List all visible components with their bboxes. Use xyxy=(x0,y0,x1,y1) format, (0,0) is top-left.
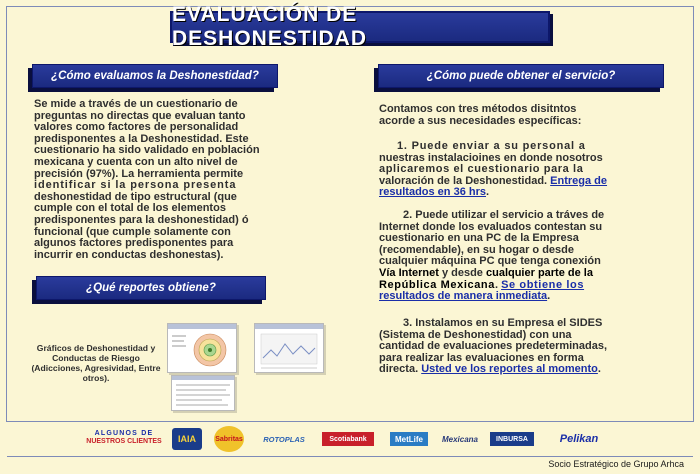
sabritas-logo: Sabritas xyxy=(214,426,244,452)
clients-label: ALGUNOS DE NUESTROS CLIENTES xyxy=(86,430,162,445)
results-36h-link[interactable]: Entrega de xyxy=(550,174,608,187)
method-2: 2. Puede utilizar el servicio a tráves de Internet donde los evaluados contestan su cuestionario en una PC de la Empresa (recomendable), en su hogar o desde cualquier máquina PC que tenga conexión Vía Internet y desde cualquier parte de la República Mexicana. Se obtiene los resultados de manera inmediata. xyxy=(379,209,605,303)
reports-description: Gráficos de Deshonestidad y Conductas de Riesgo (Adicciones, Agresividad, Entre otros). xyxy=(31,343,161,383)
how-we-evaluate-text: Se mide a través de un cuestionario de preguntas no directas que evaluan tanto valores como factores de personalidad predisponentes a la Deshonestidad. Este cuestionario ha sido validado en población mexicana y cuenta con un alto nivel de precisión (97%). La herramienta permite identificar si la persona presenta deshonestidad de tipo estructural (que cumple con el total de los elementos predisponentes para la deshonestidad) ó funcional (que cumple solamente con algunos factores predisponentes para incurrir en conductas deshonestas). xyxy=(34,98,260,261)
page-title: EVALUACIÓN DE DESHONESTIDAD xyxy=(170,11,550,43)
target-chart-thumbnail[interactable] xyxy=(167,323,237,373)
reports-now-link[interactable]: Usted ve los reportes al momento xyxy=(421,363,598,376)
footer-text: Socio Estratégico de Grupo Arhca xyxy=(548,459,684,469)
mexicana-logo: Mexicana xyxy=(441,434,479,444)
obtain-service-header: ¿Cómo puede obtener el servicio? xyxy=(378,64,664,88)
scotiabank-logo: Scotiabank xyxy=(322,432,374,446)
immediate-results-link[interactable]: Se obtiene los xyxy=(501,278,585,291)
iaia-logo: IAIA xyxy=(172,428,202,450)
reports-header: ¿Qué reportes obtiene? xyxy=(36,276,266,300)
results-36h-link-cont[interactable]: resultados en 36 hrs xyxy=(379,186,486,199)
method-3: 3. Instalamos en su Empresa el SIDES (Sistema de Deshonestidad) con una cantidad de evaluaciones predeterminadas, para realizar las evaluaciones en forma directa. Usted ve los reportes al momento. xyxy=(379,317,608,376)
service-intro: Contamos con tres métodos disitntos acorde a sus necesidades específicas: xyxy=(379,103,582,127)
metlife-logo: MetLife xyxy=(390,432,428,446)
method-1: 1. Puede enviar a su personal a nuestras instalacioines en donde nosotros aplicaremos el cuestionario para la valoración de la Deshonestidad. Entrega de resultados en 36 hrs. xyxy=(379,140,608,199)
footer-divider xyxy=(7,456,693,457)
how-we-evaluate-header: ¿Cómo evaluamos la Deshonestidad? xyxy=(32,64,278,88)
report-table-thumbnail[interactable] xyxy=(171,375,235,411)
immediate-results-link-cont[interactable]: resultados de manera inmediata xyxy=(379,290,548,303)
line-chart-thumbnail[interactable] xyxy=(254,323,324,373)
rotoplas-logo: ROTOPLAS xyxy=(263,434,305,444)
inbursa-logo: INBURSA xyxy=(490,432,534,446)
pelikan-logo: Pelikan xyxy=(559,433,599,445)
